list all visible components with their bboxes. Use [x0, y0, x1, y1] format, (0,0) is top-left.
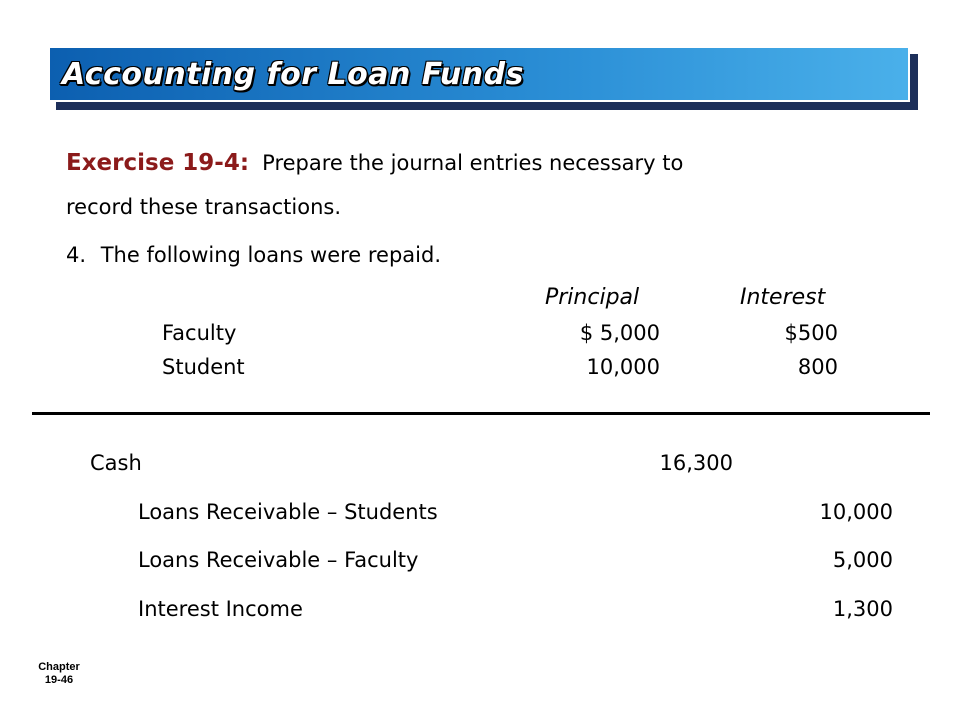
journal-credit-loans-students: 10,000	[819, 500, 893, 524]
slide-title: Accounting for Loan Funds	[62, 57, 524, 92]
loan-row-label-student: Student	[162, 355, 245, 379]
loan-row-label-faculty: Faculty	[162, 321, 237, 345]
principal-header: Principal	[545, 285, 640, 310]
chapter-footer	[34, 661, 84, 687]
journal-debit-cash: 16,300	[659, 451, 733, 475]
instruction-line-1: Prepare the journal entries necessary to	[262, 151, 684, 175]
instruction-line-2: record these transactions.	[66, 195, 341, 219]
exercise-heading-line	[66, 146, 683, 182]
exercise-label: Exercise 19-4:	[66, 150, 250, 176]
loan-row-interest-student: 800	[797, 355, 838, 379]
journal-account-loans-faculty: Loans Receivable – Faculty	[138, 548, 419, 572]
journal-credit-loans-faculty: 5,000	[832, 548, 893, 572]
section-divider	[32, 412, 930, 415]
journal-account-cash: Cash	[90, 451, 142, 475]
loan-row-interest-faculty: $500	[784, 321, 838, 345]
slide-number: 19-46	[44, 674, 74, 686]
step-line	[66, 240, 441, 270]
step-number: 4.	[66, 243, 87, 267]
loan-row-principal-faculty: $ 5,000	[579, 321, 660, 345]
journal-account-loans-students: Loans Receivable – Students	[138, 500, 438, 524]
loan-row-principal-student: 10,000	[586, 355, 660, 379]
interest-header: Interest	[740, 285, 826, 310]
chapter-label: Chapter	[38, 661, 80, 673]
journal-account-interest-income: Interest Income	[138, 597, 303, 621]
step-text: The following loans were repaid.	[100, 243, 442, 267]
journal-credit-interest-income: 1,300	[832, 597, 893, 621]
